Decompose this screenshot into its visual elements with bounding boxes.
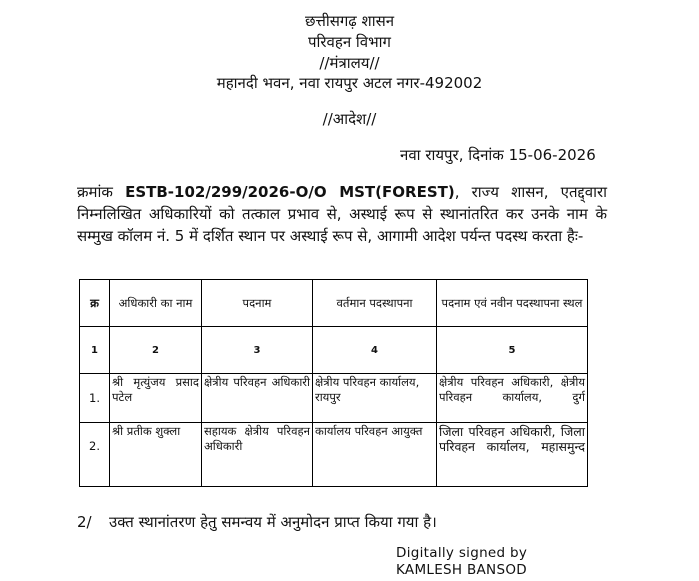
row-new-posting: क्षेत्रीय परिवहन अधिकारी, क्षेत्रीय परिवहन कार्यालय, दुर्ग [437, 374, 588, 423]
table-header-row [80, 280, 588, 327]
row-sno: 2. [80, 423, 110, 487]
table-row [80, 374, 588, 423]
department-name: परिवहन विभाग [307, 33, 392, 51]
col-header-designation: पदनाम [202, 280, 313, 327]
row-name: श्री प्रतीक शुक्ला [110, 423, 202, 487]
col-number: 5 [437, 327, 588, 374]
order-text: , राज्य शासन, एतद्द्वारा निम्नलिखित अधिकारियों को तत्काल प्रभाव से, अस्थाई रूप से स्थानांतरित कर उनके नाम के सम्मुख कॉलम नं. 5 में दर्शित स्थान पर अस्थाई रूप से, आगामी आदेश पर्यन्त पदस्थ करता हैः- [77, 183, 607, 245]
footer-note [77, 512, 437, 532]
row-name: श्री मृत्युंजय प्रसाद पटेल [110, 374, 202, 423]
col-number: 1 [80, 327, 110, 374]
row-current-posting: क्षेत्रीय परिवहन कार्यालय, रायपुर [313, 374, 437, 423]
col-header-name: अधिकारी का नाम [110, 280, 202, 327]
table-number-row [80, 327, 588, 374]
govt-name: छत्तीसगढ़ शासन [304, 12, 395, 30]
order-title: //आदेश// [322, 110, 377, 128]
office-address: महानदी भवन, नवा रायपुर अटल नगर-492002 [216, 74, 483, 92]
office-name: //मंत्रालय// [319, 54, 380, 72]
row-designation: क्षेत्रीय परिवहन अधिकारी [202, 374, 313, 423]
col-header-new-posting: पदनाम एवं नवीन पदस्थापना स्थल [437, 280, 588, 327]
ref-prefix: क्रमांक [77, 183, 113, 201]
signature-caption: Digitally signed by [396, 545, 528, 561]
reference-number: ESTB-102/299/2026-O/O MST(FOREST) [125, 183, 455, 201]
row-current-posting: कार्यालय परिवहन आयुक्त [313, 423, 437, 487]
footer-text: उक्त स्थानांतरण हेतु समन्वय में अनुमोदन प्राप्त किया गया है। [109, 513, 437, 531]
col-number: 3 [202, 327, 313, 374]
footer-number: 2/ [77, 513, 92, 531]
digital-signature [396, 545, 527, 579]
order-date: नवा रायपुर, दिनांक 15-06-2026 [400, 146, 596, 164]
col-number: 2 [110, 327, 202, 374]
transfer-table [79, 279, 588, 487]
col-number: 4 [313, 327, 437, 374]
order-body [77, 181, 607, 247]
col-header-sno: क्र [80, 280, 110, 327]
table-row [80, 423, 588, 487]
col-header-current-posting: वर्तमान पदस्थापना [313, 280, 437, 327]
row-designation: सहायक क्षेत्रीय परिवहन अधिकारी [202, 423, 313, 487]
row-sno: 1. [80, 374, 110, 423]
signer-name: KAMLESH BANSOD [396, 562, 527, 578]
row-new-posting: जिला परिवहन अधिकारी, जिला परिवहन कार्यालय, महासमुन्द [437, 423, 588, 487]
